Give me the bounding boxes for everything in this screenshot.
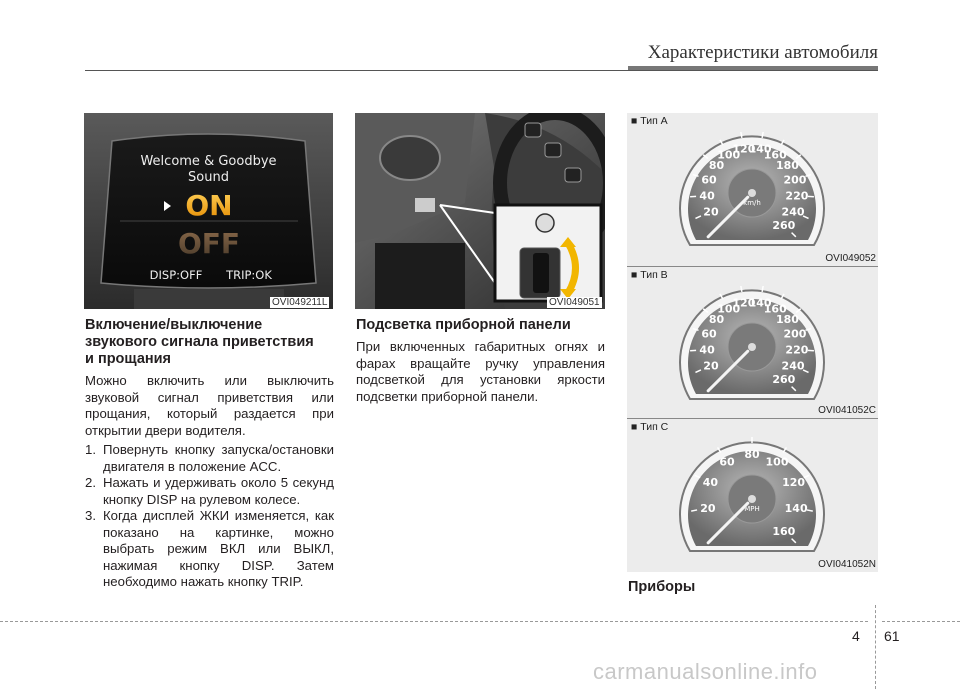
welcome-step-3: 3. Когда дисплей ЖКИ изменяется, как показано на картинке, можно выбрать режим ВКЛ или ВЫКЛ, нажимая кнопку DISP. Затем необходимо нажать кнопку TRIP.: [85, 508, 334, 589]
gauge-panel-b: [627, 267, 878, 418]
gauge-tick-label: 240: [781, 359, 805, 373]
gauge-unit-label: MPH: [744, 505, 760, 513]
welcome-section: [85, 317, 334, 591]
gauge-tick-label: 260: [772, 218, 796, 232]
gauge-tick-label: 40: [699, 343, 715, 357]
welcome-steps: [85, 442, 334, 591]
gauge-tick-label: 20: [703, 359, 719, 373]
gauge-tick-label: 140: [748, 142, 772, 156]
footer-rule: [882, 621, 960, 623]
footer-divider: [875, 605, 876, 689]
gauge-a-id: OVI049052: [825, 253, 876, 264]
gauge-b-label: ■ Тип B: [631, 269, 668, 281]
gauge-tick-label: 220: [785, 189, 809, 203]
watermark: carmanualsonline.info: [593, 659, 818, 684]
welcome-intro: Можно включить или выключить звуковой сигнал приветствия или прощания, который раздается при открытии двери водителя.: [85, 373, 334, 438]
display-footer-right: TRIP:OK: [226, 268, 272, 282]
gauge-c-label: ■ Тип C: [631, 421, 669, 433]
welcome-step-2: 2. Нажать и удерживать около 5 секунд кнопку DISP на рулевом колесе.: [85, 475, 334, 507]
dashboard-dimmer-figure: [355, 113, 605, 309]
gauge-b-id: OVI041052C: [818, 405, 876, 416]
gauge-tick-label: 180: [775, 313, 799, 327]
gauge-a-label: ■ Тип A: [631, 115, 668, 127]
gauge-tick-label: 40: [699, 189, 715, 203]
gauge-tick-label: 80: [708, 313, 725, 327]
display-option-off: OFF: [177, 227, 241, 260]
running-header: Характеристики автомобиля: [647, 42, 878, 63]
welcome-heading-line1: Включение/выключение: [85, 317, 263, 333]
welcome-heading-line3: и прощания: [85, 351, 172, 367]
chapter-number: 4: [852, 628, 860, 644]
illumination-icon: [536, 214, 554, 232]
gauge-tick-label: 60: [701, 327, 717, 341]
welcome-heading-line2: звукового сигнала приветствия: [85, 334, 314, 350]
gauge-tick-label: 200: [783, 327, 807, 341]
gauge-panel-a: [627, 113, 878, 266]
gauge-tick-label: 100: [717, 302, 741, 316]
gauge-tick-label: 140: [784, 501, 808, 515]
gauge-tick-label: 220: [785, 343, 809, 357]
gauge-tick-label: 160: [763, 302, 787, 316]
figure-id-welcome: OVI049211L: [272, 297, 328, 308]
gauge-tick-label: 180: [775, 159, 799, 173]
illumination-heading: Подсветка приборной панели: [356, 317, 571, 333]
footer-rule: [0, 621, 868, 623]
gauge-tick-label: 60: [719, 455, 735, 469]
gauge-tick-label: 160: [763, 148, 787, 162]
welcome-display-figure: [84, 113, 333, 309]
instruments-heading: Приборы: [628, 579, 696, 595]
speedometer-a: [627, 113, 878, 266]
display-footer-left: DISP:OFF: [149, 268, 203, 282]
gauge-tick-label: 260: [772, 372, 796, 386]
speedometer-c: [627, 419, 878, 572]
gauge-tick-label: 160: [772, 524, 796, 538]
speedometer-b: [627, 267, 878, 418]
gauge-tick-label: 100: [765, 455, 789, 469]
header-rule: [85, 70, 878, 71]
display-title-line2: Sound: [188, 170, 229, 185]
gauge-tick-label: 80: [708, 159, 725, 173]
gauge-tick-label: 20: [703, 205, 719, 219]
gauge-tick-label: 200: [783, 173, 807, 187]
gauge-unit-label: km/h: [743, 199, 761, 207]
display-option-on: ON: [185, 189, 233, 222]
welcome-step-1: 1. Повернуть кнопку запуска/остановки двигателя в положение ACC.: [85, 442, 334, 474]
gauge-tick-label: 20: [700, 501, 716, 515]
dashboard-illustration: [355, 113, 605, 309]
gauge-tick-label: 120: [782, 475, 806, 489]
gauge-tick-label: 120: [732, 296, 756, 310]
gauge-tick-label: 140: [748, 296, 772, 310]
gauge-tick-label: 120: [732, 142, 756, 156]
gauge-tick-label: 100: [717, 148, 741, 162]
page-number: 61: [884, 628, 900, 644]
gauge-panel-c: [627, 419, 878, 572]
gauge-tick-label: 60: [701, 173, 717, 187]
illumination-section: [356, 317, 605, 405]
gauge-c-id: OVI041052N: [818, 559, 876, 570]
lcd-display-illustration: [84, 113, 333, 309]
illumination-text: При включенных габаритных огнях и фарах вращайте ручку управления подсветкой для установки яркости подсветки приборной панели.: [356, 339, 605, 404]
display-title-line1: Welcome & Goodbye: [140, 154, 277, 169]
gauge-tick-label: 240: [781, 205, 805, 219]
gauge-tick-label: 40: [702, 475, 719, 489]
gauge-tick-label: 80: [744, 448, 760, 461]
figure-id-dashboard: OVI049051: [549, 297, 600, 308]
